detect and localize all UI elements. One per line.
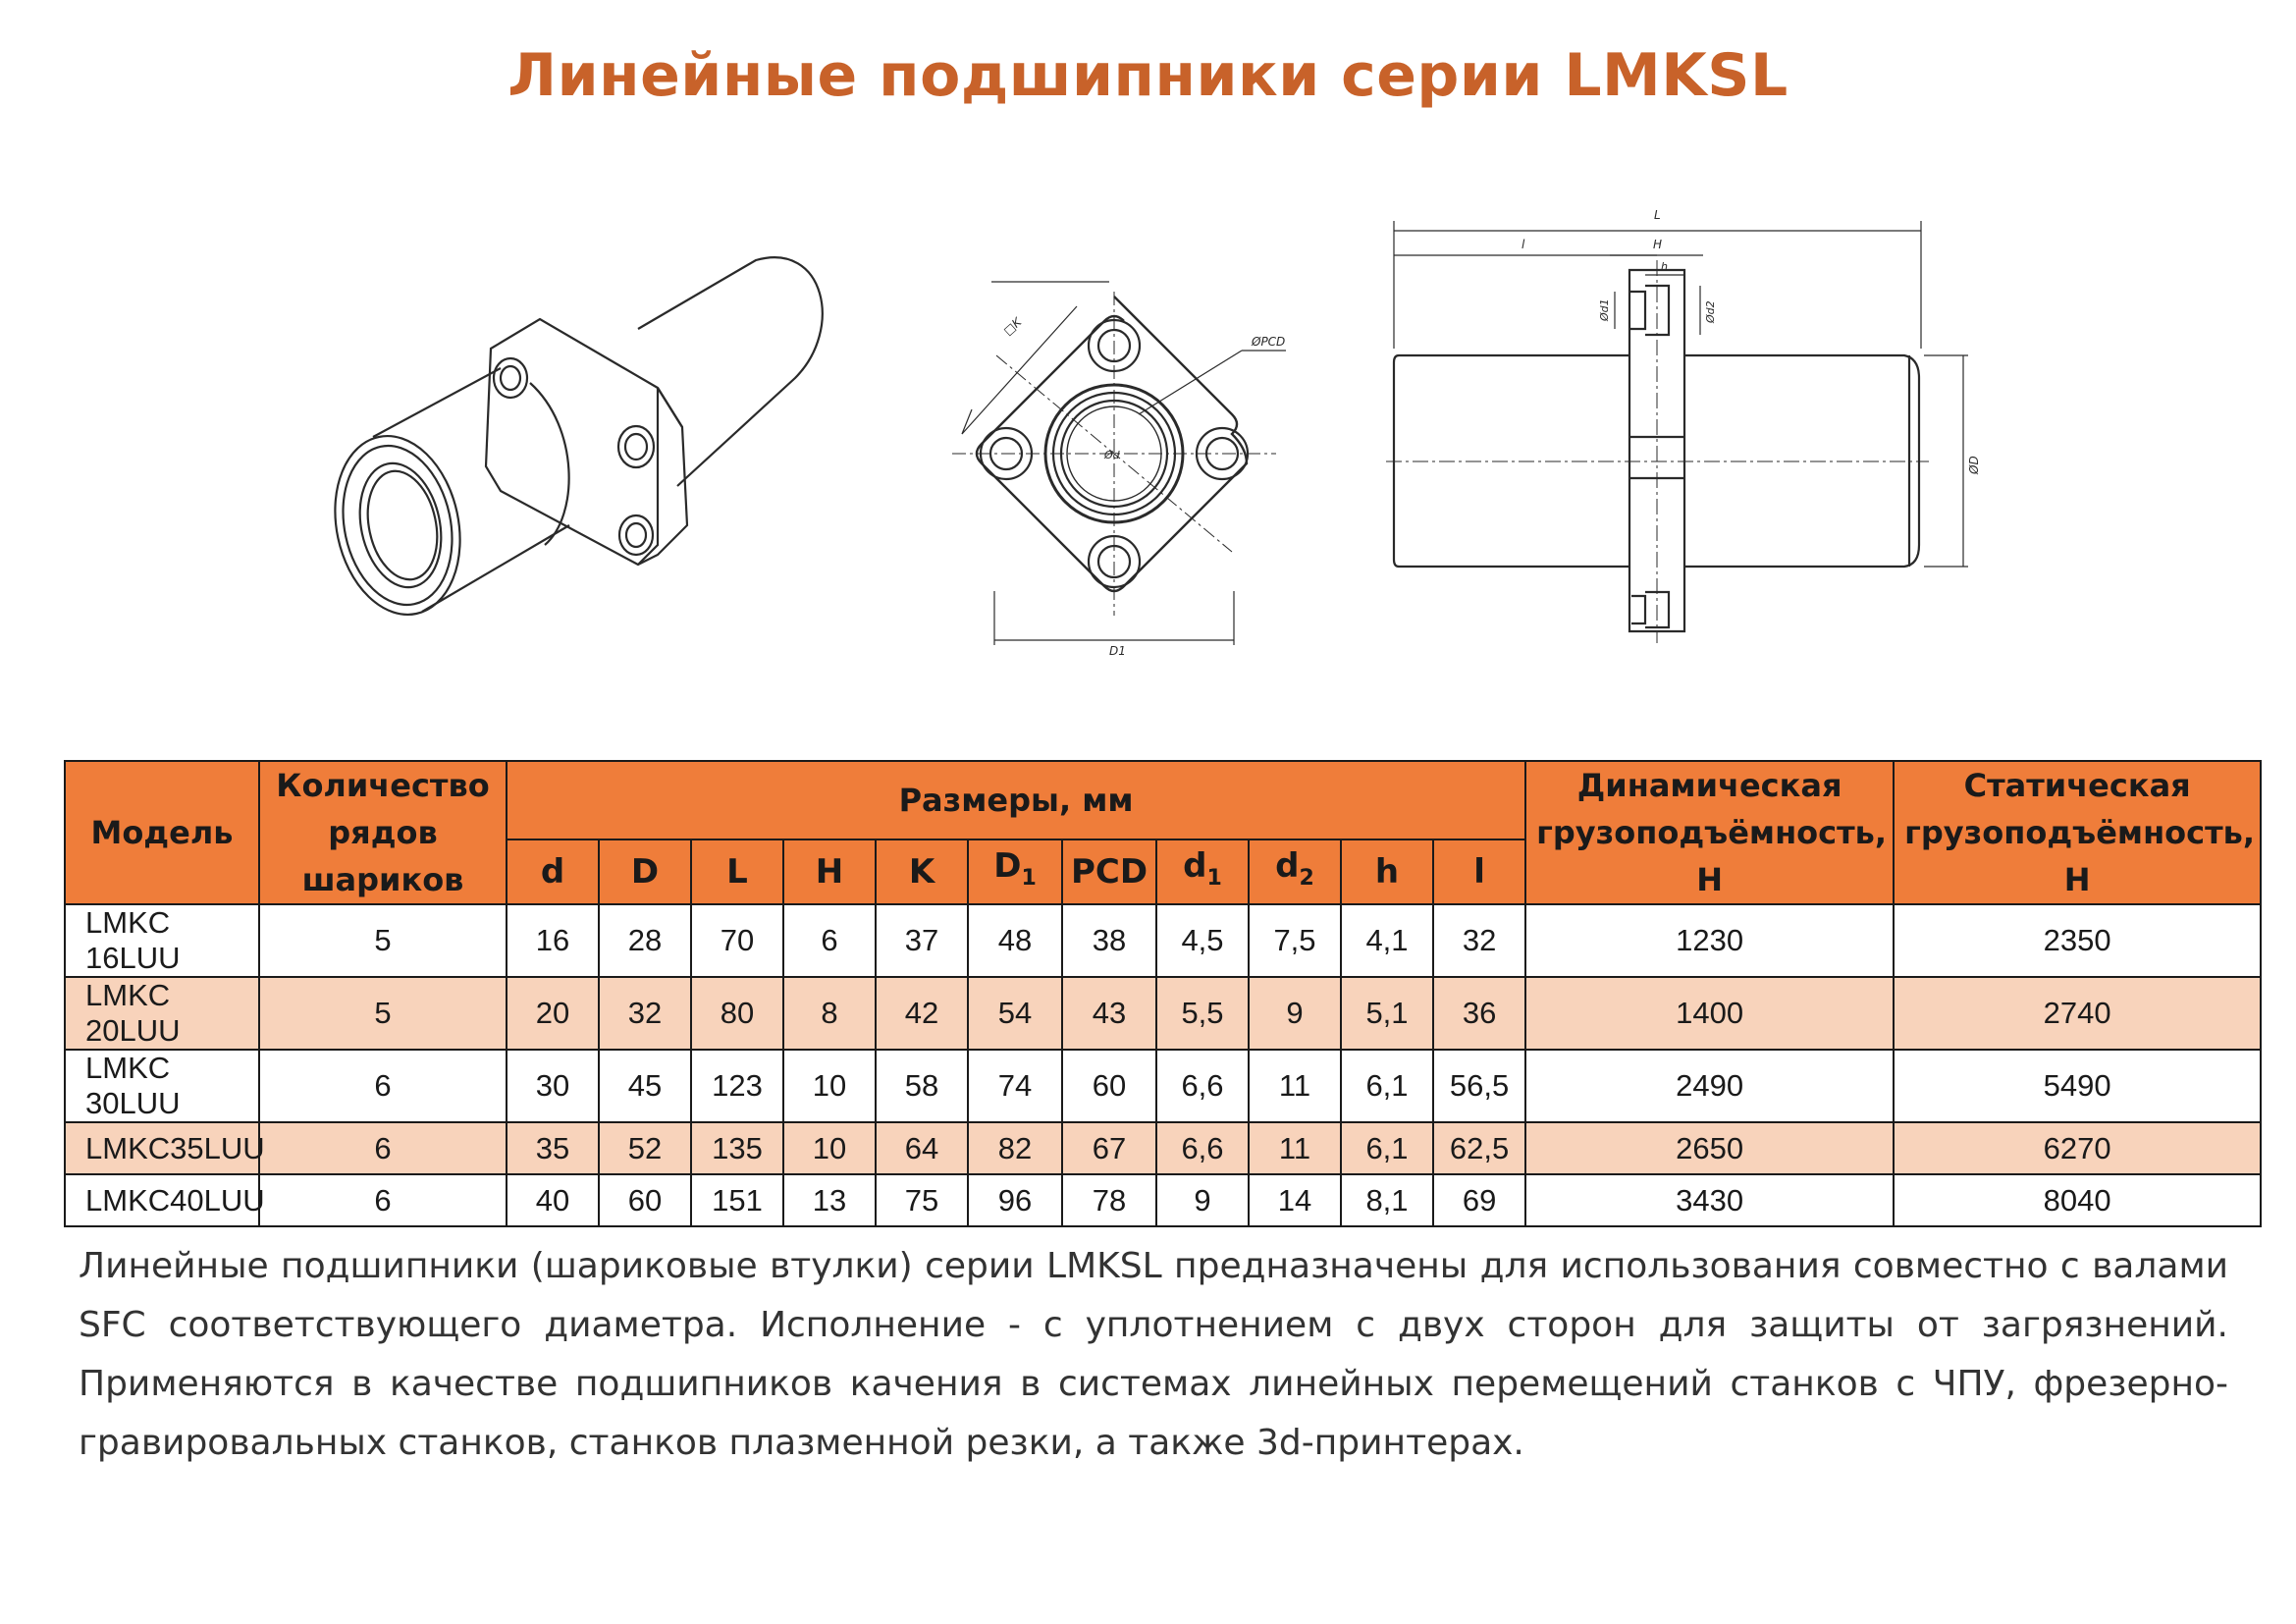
cell-D: 45 [599, 1050, 691, 1122]
header-static-load: Статическая грузоподъёмность, Н [1894, 761, 2261, 904]
subheader-h: h [1341, 839, 1433, 904]
cell-K: 58 [876, 1050, 968, 1122]
cell-balls: 5 [259, 977, 507, 1050]
cell-d1: 9 [1156, 1174, 1249, 1226]
dim-label-d2-side: Ød2 [1704, 300, 1717, 323]
subheader-d1: $d_1$ [1156, 839, 1249, 904]
header-model: Модель [65, 761, 259, 904]
cell-D1: 48 [968, 904, 1062, 977]
cell-balls: 5 [259, 904, 507, 977]
cell-static: 5490 [1894, 1050, 2261, 1122]
cell-dynamic: 2490 [1525, 1050, 1894, 1122]
cell-h: 4,1 [1341, 904, 1433, 977]
table-row [65, 1122, 2261, 1174]
cell-h: 8,1 [1341, 1174, 1433, 1226]
table-row [65, 977, 2261, 1050]
cell-K: 64 [876, 1122, 968, 1174]
cell-H: 13 [783, 1174, 876, 1226]
subheader-L: L [691, 839, 783, 904]
cell-balls: 6 [259, 1050, 507, 1122]
cell-dynamic: 3430 [1525, 1174, 1894, 1226]
subheader-d: d [507, 839, 599, 904]
cell-D: 28 [599, 904, 691, 977]
dim-label-H: H [1653, 238, 1663, 251]
subheader-PCD: PCD [1062, 839, 1156, 904]
cell-d1: 6,6 [1156, 1122, 1249, 1174]
cell-h: 6,1 [1341, 1050, 1433, 1122]
cell-D1: 96 [968, 1174, 1062, 1226]
subheader-K: K [876, 839, 968, 904]
cell-d: 35 [507, 1122, 599, 1174]
spec-table [64, 760, 2262, 1227]
cell-H: 10 [783, 1050, 876, 1122]
cell-K: 42 [876, 977, 968, 1050]
cell-D: 32 [599, 977, 691, 1050]
cell-L: 70 [691, 904, 783, 977]
cell-PCD: 43 [1062, 977, 1156, 1050]
cell-dynamic: 1400 [1525, 977, 1894, 1050]
cell-l: 56,5 [1433, 1050, 1525, 1122]
cell-dynamic: 2650 [1525, 1122, 1894, 1174]
cell-D1: 74 [968, 1050, 1062, 1122]
cell-d: 16 [507, 904, 599, 977]
cell-model: LMKC 30LUU [65, 1050, 259, 1122]
cell-PCD: 67 [1062, 1122, 1156, 1174]
dim-label-d1-side: Ød1 [1598, 298, 1611, 321]
dim-label-D-side: ØD [1967, 456, 1981, 474]
cell-d2: 9 [1249, 977, 1341, 1050]
cell-model: LMKC40LUU [65, 1174, 259, 1226]
cell-balls: 6 [259, 1122, 507, 1174]
dim-label-h: h [1661, 260, 1668, 273]
cell-d1: 5,5 [1156, 977, 1249, 1050]
cell-d2: 11 [1249, 1050, 1341, 1122]
subheader-D: D [599, 839, 691, 904]
cell-static: 2350 [1894, 904, 2261, 977]
table-row [65, 1174, 2261, 1226]
cell-l: 36 [1433, 977, 1525, 1050]
description-paragraph: Линейные подшипники (шариковые втулки) серии LMKSL предназначены для использования совместно с валами SFC соответствующего диаметра. Исполнение - с уплотнением с двух сторон для защиты от загрязнений. Применяются в качестве подшипников качения в системах линейных перемещений станков с ЧПУ, фрезерно-гравировальных станков, станков плазменной резки, а также 3d-принтерах. [79, 1246, 2228, 1463]
cell-d1: 6,6 [1156, 1050, 1249, 1122]
cell-d: 20 [507, 977, 599, 1050]
cell-d2: 7,5 [1249, 904, 1341, 977]
cell-static: 6270 [1894, 1122, 2261, 1174]
header-rows-of-balls: Количество рядов шариков [259, 761, 507, 904]
subheader-H: H [783, 839, 876, 904]
dim-label-d: Ød [1104, 449, 1120, 461]
cell-H: 10 [783, 1122, 876, 1174]
cell-PCD: 38 [1062, 904, 1156, 977]
table-row [65, 904, 2261, 977]
cell-K: 37 [876, 904, 968, 977]
cell-D: 60 [599, 1174, 691, 1226]
cell-d: 40 [507, 1174, 599, 1226]
cell-K: 75 [876, 1174, 968, 1226]
cell-model: LMKC 20LUU [65, 977, 259, 1050]
cell-model: LMKC35LUU [65, 1122, 259, 1174]
subheader-D1: $D_1$ [968, 839, 1062, 904]
cell-l: 32 [1433, 904, 1525, 977]
cell-D1: 82 [968, 1122, 1062, 1174]
cell-D1: 54 [968, 977, 1062, 1050]
header-dimensions: Размеры, мм [507, 761, 1525, 839]
cell-H: 6 [783, 904, 876, 977]
cell-PCD: 78 [1062, 1174, 1156, 1226]
cell-dynamic: 1230 [1525, 904, 1894, 977]
cell-PCD: 60 [1062, 1050, 1156, 1122]
page-title: Линейные подшипники серии LMKSL [507, 41, 1789, 110]
cell-model: LMKC 16LUU [65, 904, 259, 977]
cell-l: 62,5 [1433, 1122, 1525, 1174]
header-dynamic-load: Динамическая грузоподъёмность, Н [1525, 761, 1894, 904]
cell-static: 2740 [1894, 977, 2261, 1050]
cell-d: 30 [507, 1050, 599, 1122]
cell-l: 69 [1433, 1174, 1525, 1226]
cell-d2: 14 [1249, 1174, 1341, 1226]
side-view [1386, 208, 1981, 643]
dim-label-k: □K [1000, 314, 1025, 339]
isometric-view [334, 257, 823, 626]
cell-L: 80 [691, 977, 783, 1050]
subheader-l: l [1433, 839, 1525, 904]
subheader-d2: $d_2$ [1249, 839, 1341, 904]
dim-label-d1: D1 [1109, 644, 1126, 658]
cell-d2: 11 [1249, 1122, 1341, 1174]
cell-L: 151 [691, 1174, 783, 1226]
cell-h: 6,1 [1341, 1122, 1433, 1174]
cell-L: 135 [691, 1122, 783, 1174]
cell-h: 5,1 [1341, 977, 1433, 1050]
cell-static: 8040 [1894, 1174, 2261, 1226]
cell-D: 52 [599, 1122, 691, 1174]
cell-L: 123 [691, 1050, 783, 1122]
dim-label-pcd: ØPCD [1252, 335, 1286, 349]
front-view [952, 267, 1286, 658]
dim-label-l: l [1522, 238, 1525, 251]
cell-d1: 4,5 [1156, 904, 1249, 977]
cell-balls: 6 [259, 1174, 507, 1226]
table-row [65, 1050, 2261, 1122]
cell-H: 8 [783, 977, 876, 1050]
technical-drawing [334, 191, 2012, 702]
dim-label-L: L [1654, 208, 1661, 222]
